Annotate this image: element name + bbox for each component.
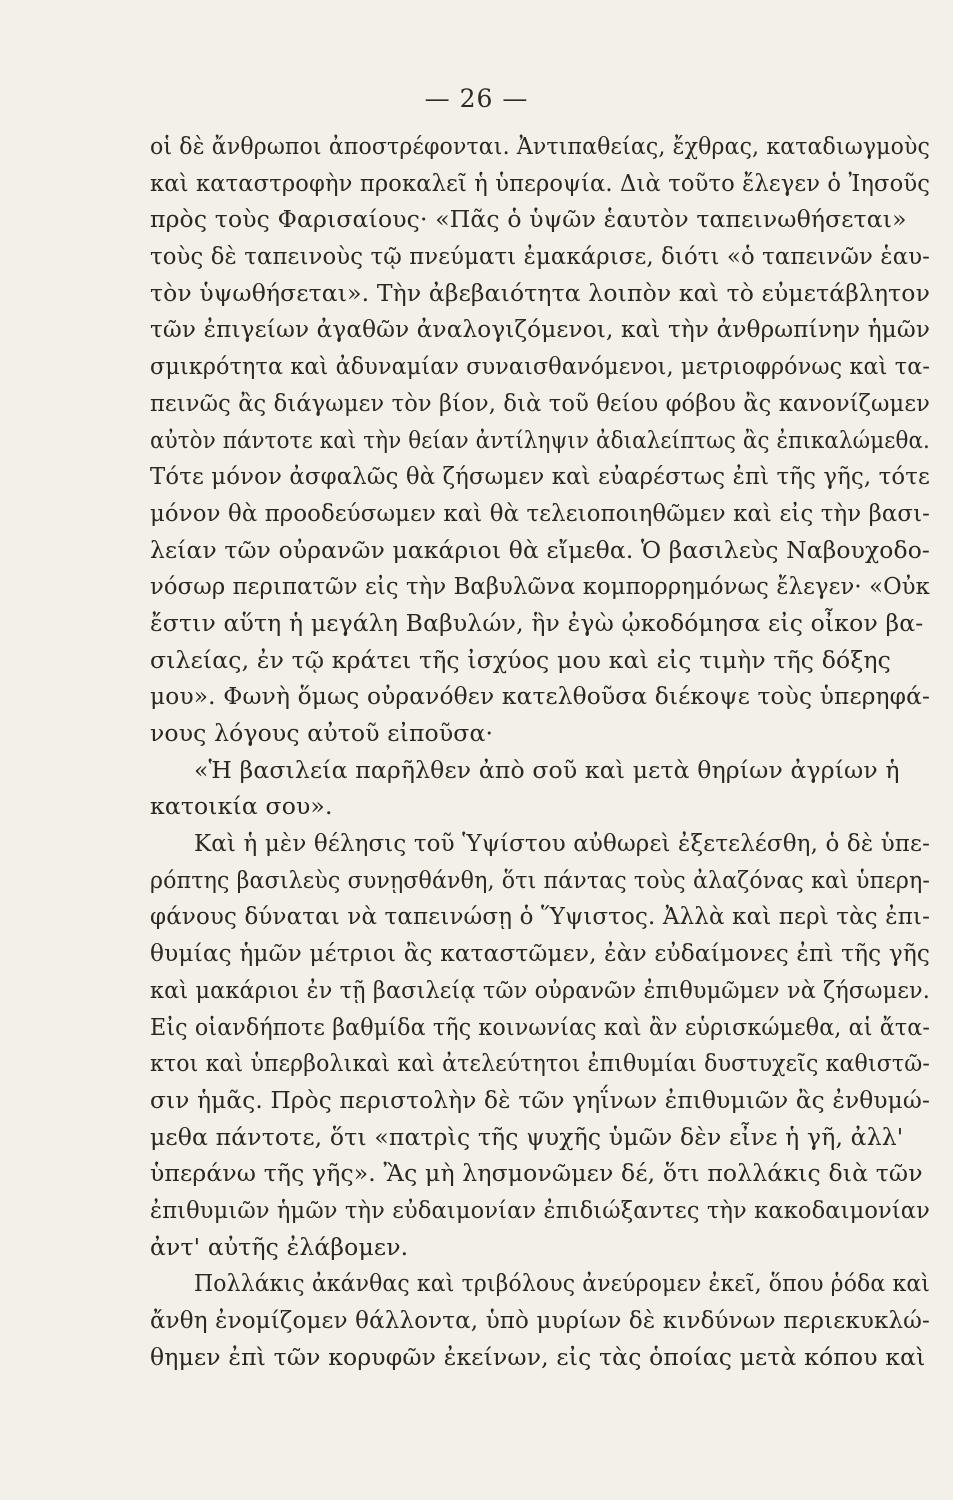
text-line: Τότε μόνον ἀσφαλῶς θὰ ζήσωμεν καὶ εὐαρέστως ἐπὶ τῆς γῆς, τότε — [150, 462, 930, 491]
text-line: μόνον θὰ προοδεύσωμεν καὶ θὰ τελειοποιηθῶμεν καὶ εἰς τὴν βασι- — [150, 498, 930, 527]
text-line: οἱ δὲ ἄνθρωποι ἀποστρέφονται. Ἀντιπαθείας, ἔχθρας, καταδιωγμοὺς — [150, 132, 930, 160]
text-line: καὶ μακάριοι ἐν τῇ βασιλείᾳ τῶν οὐρανῶν ἐπιθυμῶμεν νὰ ζήσωμεν. — [150, 975, 930, 1004]
text-line: ἀντ' αὐτῆς ἐλάβομεν. — [150, 1232, 409, 1261]
text-line: κτοι καὶ ὑπερβολικαὶ καὶ ἀτελεύτητοι ἐπιθυμίαι δυστυχεῖς καθιστῶ- — [150, 1049, 930, 1078]
text-line: μεθα πάντοτε, ὅτι «πατρὶς τῆς ψυχῆς ὑμῶν δὲν εἶνε ἡ γῆ, ἀλλ' — [150, 1122, 904, 1151]
text-line: θυμίας ἡμῶν μέτριοι ἂς καταστῶμεν, ἐὰν εὐδαίμονες ἐπὶ τῆς γῆς — [150, 939, 930, 968]
body-text — [150, 128, 930, 1375]
text-line: κατοικία σου». — [150, 792, 333, 821]
text-line: Εἰς οἱανδήποτε βαθμίδα τῆς κοινωνίας καὶ ἂν εὑρισκώμεθα, αἱ ἄτα- — [150, 1012, 930, 1041]
text-line: ἔστιν αὕτη ἡ μεγάλη Βαβυλών, ἣν ἐγὼ ᾠκοδόμησα εἰς οἶκον βα- — [150, 608, 924, 637]
text-line: τὸν ὑψωθήσεται». Τὴν ἀβεβαιότητα λοιπὸν καὶ τὸ εὐμετάβλητον — [150, 278, 930, 307]
text-line: ἐπιθυμιῶν ἡμῶν τὴν εὐδαιμονίαν ἐπιδιώξαντες τὴν κακοδαιμονίαν — [150, 1195, 930, 1224]
text-line: τῶν ἐπιγείων ἀγαθῶν ἀναλογιζόμενοι, καὶ τὴν ἀνθρωπίνην ἡμῶν — [150, 315, 930, 344]
text-line: πεινῶς ἂς διάγωμεν τὸν βίον, διὰ τοῦ θείου φόβου ἂς κανονίζωμεν — [150, 388, 930, 417]
text-line: σιν ἡμᾶς. Πρὸς περιστολὴν δὲ τῶν γηΐνων ἐπιθυμιῶν ἂς ἐνθυμώ- — [150, 1085, 930, 1114]
page-number: — 26 — — [424, 84, 529, 113]
text-line: μου». Φωνὴ ὅμως οὐρανόθεν κατελθοῦσα διέκοψε τοὺς ὑπερηφά- — [150, 682, 930, 711]
text-line: ρόπτης βασιλεὺς συνῃσθάνθη, ὅτι πάντας τοὺς ἀλαζόνας καὶ ὑπερη- — [150, 865, 930, 894]
text-line: καὶ καταστροφὴν προκαλεῖ ἡ ὑπεροψία. Διὰ τοῦτο ἔλεγεν ὁ Ἰησοῦς — [150, 168, 930, 197]
text-line: «Ἡ βασιλεία παρῆλθεν ἀπὸ σοῦ καὶ μετὰ θηρίων ἀγρίων ἡ — [194, 755, 900, 784]
text-line: αὐτὸν πάντοτε καὶ τὴν θείαν ἀντίληψιν ἀδιαλείπτως ἂς ἐπικαλώμεθα. — [150, 425, 930, 454]
text-line: λείαν τῶν οὐρανῶν μακάριοι θὰ εἴμεθα. Ὁ βασιλεὺς Ναβουχοδο- — [150, 535, 930, 564]
text-line: τοὺς δὲ ταπεινοὺς τῷ πνεύματι ἐμακάρισε, διότι «ὁ ταπεινῶν ἑαυ- — [150, 242, 930, 271]
text-line: σμικρότητα καὶ ἀδυναμίαν συναισθανόμενοι, μετριοφρόνως καὶ τα- — [150, 352, 930, 381]
text-line: Καὶ ἡ μὲν θέλησις τοῦ Ὑψίστου αὐθωρεὶ ἐξετελέσθη, ὁ δὲ ὑπε- — [194, 829, 930, 858]
text-line: ἄνθη ἐνομίζομεν θάλλοντα, ὑπὸ μυρίων δὲ κινδύνων περιεκυκλώ- — [150, 1306, 930, 1334]
text-line: θημεν ἐπὶ τῶν κορυφῶν ἐκείνων, εἰς τὰς ὁποίας μετὰ κόπου καὶ — [150, 1342, 926, 1371]
text-line: πρὸς τοὺς Φαρισαίους· «Πᾶς ὁ ὑψῶν ἑαυτὸν ταπεινωθήσεται» — [150, 205, 907, 234]
text-line: σιλείας, ἐν τῷ κράτει τῆς ἰσχύος μου καὶ εἰς τιμὴν τῆς δόξης — [150, 645, 891, 674]
text-line: φάνους δύναται νὰ ταπεινώσῃ ὁ Ὕψιστος. Ἀλλὰ καὶ περὶ τὰς ἐπι- — [150, 902, 930, 931]
text-line: ὑπεράνω τῆς γῆς». Ἂς μὴ λησμονῶμεν δέ, ὅτι πολλάκις διὰ τῶν — [150, 1159, 923, 1188]
text-line: Πολλάκις ἀκάνθας καὶ τριβόλους ἀνεύρομεν ἐκεῖ, ὅπου ῥόδα καὶ — [194, 1269, 930, 1298]
text-line: νους λόγους αὐτοῦ εἰποῦσα· — [150, 719, 494, 747]
text-line: νόσωρ περιπατῶν εἰς τὴν Βαβυλῶνα κομπορρημόνως ἔλεγεν· «Οὐκ — [150, 572, 930, 601]
